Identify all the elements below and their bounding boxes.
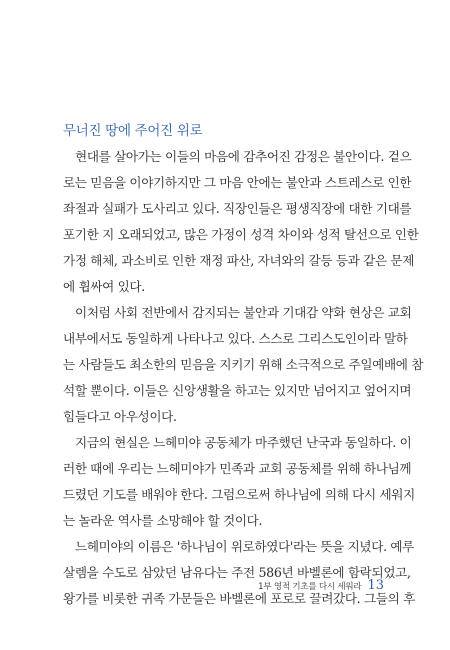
body-line: 에 휩싸여 있다. xyxy=(63,279,145,294)
body-line: 현대를 살아가는 이들의 마음에 감추어진 감정은 불안이다. 겉으 xyxy=(75,149,412,164)
body-line: 느헤미야의 이름은 '하나님이 위로하였다'라는 뜻을 지녔다. 예루 xyxy=(75,539,415,554)
page-footer xyxy=(258,578,384,596)
body-line: 지금의 현실은 느헤미야 공동체가 마주했던 난국과 동일하다. 이 xyxy=(75,435,412,450)
body-line: 는 사람들도 최소한의 믿음을 지키기 위해 소극적으로 주일예배에 참 xyxy=(63,357,424,372)
page-number: 13 xyxy=(367,578,384,593)
body-line: 로는 믿음을 이야기하지만 그 마음 안에는 불안과 스트레스로 인한 xyxy=(63,175,412,190)
body-line: 포기한 지 오래되었고, 많은 가정이 성격 차이와 성적 탈선으로 인한 xyxy=(63,227,419,242)
body-line: 힘들다고 아우성이다. xyxy=(63,409,177,424)
body-line: 는 놀라운 역사를 소망해야 할 것이다. xyxy=(63,513,263,528)
body-line: 드렸던 기도를 배워야 한다. 그럼으로써 하나님에 의해 다시 세워지 xyxy=(63,487,415,502)
section-heading: 무너진 땅에 주어진 위로 xyxy=(63,123,203,139)
body-line: 좌절과 실패가 도사리고 있다. 직장인들은 평생직장에 대한 기대를 xyxy=(63,201,412,216)
running-footer-title: 1부 영적 기초를 다시 세워라 xyxy=(258,582,362,592)
body-line: 러한 때에 우리는 느헤미야가 민족과 교회 공동체를 위해 하나님께 xyxy=(63,461,412,476)
body-line: 석할 뿐이다. 이들은 신앙생활을 하고는 있지만 넘어지고 엎어지며 xyxy=(63,383,412,398)
body-line: 내부에서도 동일하게 나타나고 있다. 스스로 그리스도인이라 말하 xyxy=(63,331,408,346)
body-text xyxy=(63,144,424,612)
body-line: 이처럼 사회 전반에서 감지되는 불안과 기대감 약화 현상은 교회 xyxy=(75,305,412,320)
body-line: 왕가를 비롯한 귀족 가문들은 바벨론에 포로로 끌려갔다. 그들의 후 xyxy=(63,591,415,606)
body-line: 살렘을 수도로 삼았던 남유다는 주전 586년 바벨론에 함락되었고, xyxy=(63,565,411,580)
body-line: 가정 해체, 과소비로 인한 재정 파산, 자녀와의 갈등 등과 같은 문제 xyxy=(63,253,415,268)
